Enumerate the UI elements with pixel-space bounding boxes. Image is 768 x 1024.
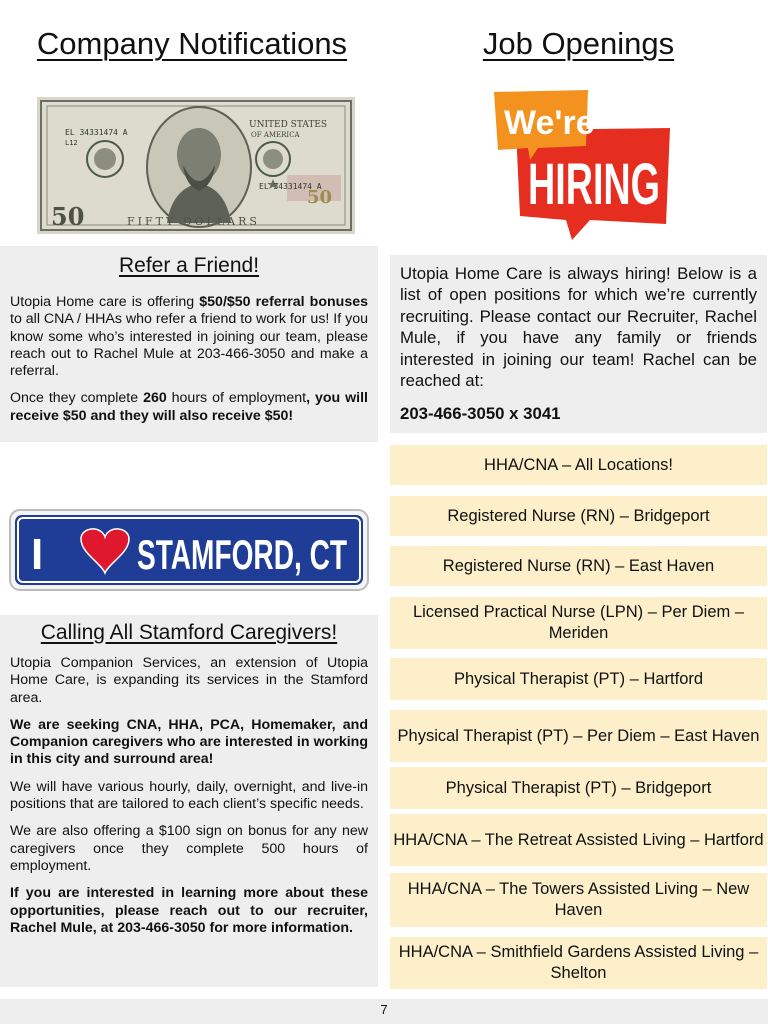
caregivers-body (10, 655, 368, 937)
bill-serial-side: L12 (65, 139, 78, 147)
refer-title: Refer a Friend! (118, 254, 260, 277)
job-item: HHA/CNA – Smithfield Gardens Assisted Living – Shelton (390, 937, 767, 989)
job-item: HHA/CNA – The Retreat Assisted Living – Hartford (390, 814, 767, 866)
recruiting-text: Utopia Home Care is always hiring! Below is a list of open positions for which we’re currently recruiting. Please contact our Recruiter, Rachel Mule, if you have any family or friends interested in joining our team! Rachel can be reached at: (400, 264, 757, 391)
refer-panel (0, 246, 378, 442)
were-hiring-image (490, 88, 672, 244)
fifty-dollar-bill-image (37, 97, 355, 234)
caregivers-paragraph-4: We are also offering a $100 sign on bonus for any new caregivers once they complete 500 hours of employment. (10, 823, 368, 874)
refer-paragraph-2: Once they complete 260 hours of employment, you will receive $50 and they will also receive $50! (10, 390, 368, 424)
recruiting-panel (390, 255, 767, 433)
stamford-sign-text: STAMFORD, CT (137, 531, 348, 578)
bill-denomination-left: 50 (51, 202, 85, 231)
job-item: Physical Therapist (PT) – Hartford (390, 658, 767, 700)
caregivers-paragraph-2: We are seeking CNA, HHA, PCA, Homemaker, and Companion caregivers who are interested in working in this city and surround area! (10, 716, 368, 768)
caregivers-panel (0, 615, 378, 987)
refer-paragraph-1: Utopia Home care is offering $50/$50 referral bonuses to all CNA / HHAs who refer a friend to work for us! If you know some who’s interested in joining our team, please reach out to Rachel Mule at 203-466-3050 and make a referral. (10, 294, 369, 380)
bill-serial-top: EL 34331474 A (65, 128, 128, 137)
left-header: Company Notifications (36, 26, 348, 61)
bill-subtitle: OF AMERICA (251, 131, 300, 139)
caregivers-paragraph-5: If you are interested in learning more about these opportunities, please reach out to our recruiter, Rachel Mule, at 203-466-3050 for more information. (10, 885, 368, 936)
job-item: Registered Nurse (RN) – East Haven (390, 546, 767, 586)
job-item: HHA/CNA – The Towers Assisted Living – New Haven (390, 873, 767, 927)
bill-serial-bottom: EL 34331474 A (259, 182, 322, 191)
right-header: Job Openings (482, 26, 675, 61)
job-item: Licensed Practical Nurse (LPN) – Per Diem – Meriden (390, 597, 767, 649)
stamford-sign-image (9, 509, 369, 591)
refer-body (10, 294, 368, 425)
bill-denomination-right: 50 (307, 187, 333, 208)
job-item: Registered Nurse (RN) – Bridgeport (390, 496, 767, 536)
bill-denomination-text: FIFTY DOLLARS (127, 215, 260, 228)
hiring-sign-bottom: HIRING (528, 152, 660, 217)
caregivers-paragraph-3: We will have various hourly, daily, overnight, and live-in positions that are tailored to each client’s specific needs. (10, 778, 368, 813)
hiring-sign-top: We're (504, 104, 595, 142)
job-item: Physical Therapist (PT) – Bridgeport (390, 767, 767, 809)
caregivers-title: Calling All Stamford Caregivers! (40, 621, 338, 644)
stamford-sign-prefix: I (31, 530, 44, 579)
job-item: Physical Therapist (PT) – Per Diem – East Haven (390, 710, 767, 762)
job-item: HHA/CNA – All Locations! (390, 445, 767, 485)
recruiting-phone: 203-466-3050 x 3041 (400, 404, 561, 424)
page-number: 7 (380, 1002, 388, 1017)
caregivers-paragraph-1: Utopia Companion Services, an extension of Utopia Home Care, is expanding its services in the Stamford area. (10, 655, 368, 706)
bill-title: UNITED STATES (249, 120, 328, 130)
